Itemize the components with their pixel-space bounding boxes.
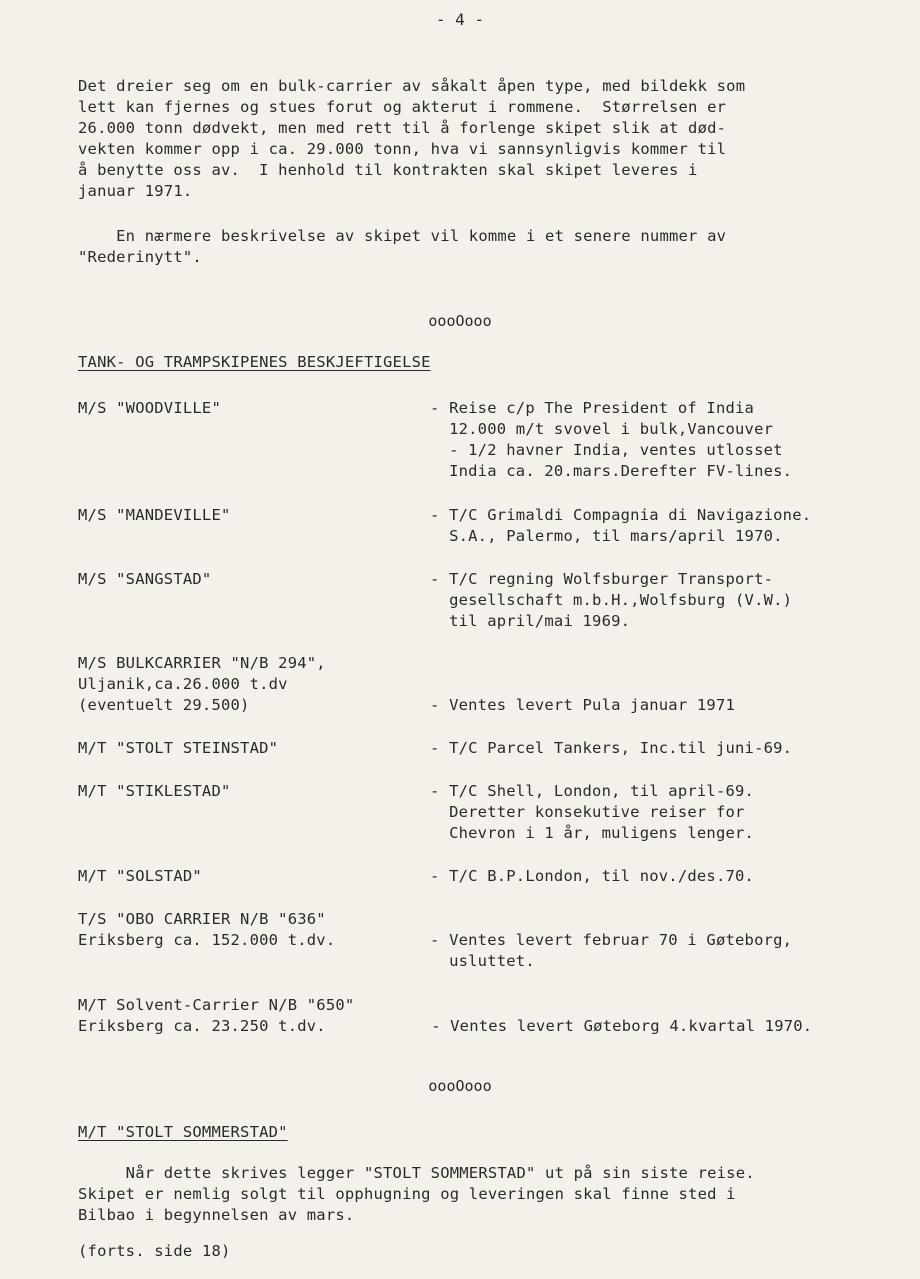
intro-line: januar 1971.	[78, 182, 193, 200]
ship-status: - 1/2 havner India, ventes utlosset	[430, 441, 783, 459]
ship-status: - T/C Shell, London, til april-69.	[430, 782, 755, 800]
ship-name: M/S "MANDEVILLE"	[78, 506, 231, 524]
ship-status: S.A., Palermo, til mars/april 1970.	[430, 527, 783, 545]
ship-status: usluttet.	[430, 952, 535, 970]
ship-name: M/S BULKCARRIER "N/B 294",	[78, 654, 326, 672]
ship-status: Chevron i 1 år, muligens lenger.	[430, 824, 755, 842]
intro-line: å benytte oss av. I henhold til kontrakten skal skipet leveres i	[78, 161, 698, 179]
ship-name: M/T "STOLT STEINSTAD"	[78, 739, 279, 757]
ship-status: - T/C Grimaldi Compagnia di Navigazione.	[430, 506, 812, 524]
ship-status: - Ventes levert februar 70 i Gøteborg,	[430, 931, 793, 949]
ship-status: - T/C Parcel Tankers, Inc.til juni-69.	[430, 739, 793, 757]
section2-title: M/T "STOLT SOMMERSTAD"	[78, 1123, 288, 1141]
ship-name: Eriksberg ca. 152.000 t.dv.	[78, 931, 336, 949]
intro-line: 26.000 tonn dødvekt, men med rett til å forlenge skipet slik at død-	[78, 119, 727, 137]
ship-name: Uljanik,ca.26.000 t.dv	[78, 675, 288, 693]
ship-name: M/T "SOLSTAD"	[78, 867, 202, 885]
ship-status: 12.000 m/t svovel i bulk,Vancouver	[430, 420, 774, 438]
ship-status: gesellschaft m.b.H.,Wolfsburg (V.W.)	[430, 591, 793, 609]
ship-name: M/S "WOODVILLE"	[78, 399, 221, 417]
intro-line: Det dreier seg om en bulk-carrier av såkalt åpen type, med bildekk som	[78, 77, 746, 95]
section2-line: Når dette skrives legger "STOLT SOMMERSTAD" ut på sin siste reise.	[78, 1164, 755, 1182]
continued-note: (forts. side 18)	[78, 1242, 231, 1260]
ship-status: - Ventes levert Pula januar 1971	[430, 696, 736, 714]
intro-para2-line: En nærmere beskrivelse av skipet vil komme i et senere nummer av	[78, 227, 727, 245]
ship-status: India ca. 20.mars.Derefter FV-lines.	[430, 462, 793, 480]
ship-name: Eriksberg ca. 23.250 t.dv.	[78, 1017, 326, 1035]
intro-para2-line: "Rederinytt".	[78, 248, 202, 266]
intro-line: vekten kommer opp i ca. 29.000 tonn, hva vi sannsynligvis kommer til	[78, 140, 727, 158]
section2-line: Bilbao i begynnelsen av mars.	[78, 1206, 355, 1224]
separator: oooOooo	[428, 1077, 492, 1095]
ship-name: M/S "SANGSTAD"	[78, 570, 212, 588]
ship-name: M/T Solvent-Carrier N/B "650"	[78, 996, 355, 1014]
ship-status: - Ventes levert Gøteborg 4.kvartal 1970.	[412, 1017, 813, 1035]
ship-status: - Reise c/p The President of India	[430, 399, 755, 417]
ship-name: M/T "STIKLESTAD"	[78, 782, 231, 800]
ship-name: T/S "OBO CARRIER N/B "636"	[78, 910, 326, 928]
ship-status: til april/mai 1969.	[430, 612, 631, 630]
ship-status: - T/C B.P.London, til nov./des.70.	[430, 867, 755, 885]
intro-line: lett kan fjernes og stues forut og akterut i rommene. Størrelsen er	[78, 98, 727, 116]
separator: oooOooo	[428, 312, 492, 330]
section-title: TANK- OG TRAMPSKIPENES BESKJEFTIGELSE	[78, 353, 431, 371]
page-number: - 4 -	[435, 10, 485, 29]
ship-status: - T/C regning Wolfsburger Transport-	[430, 570, 774, 588]
ship-status: Deretter konsekutive reiser for	[430, 803, 745, 821]
ship-name: (eventuelt 29.500)	[78, 696, 250, 714]
section2-line: Skipet er nemlig solgt til opphugning og leveringen skal finne sted i	[78, 1185, 736, 1203]
